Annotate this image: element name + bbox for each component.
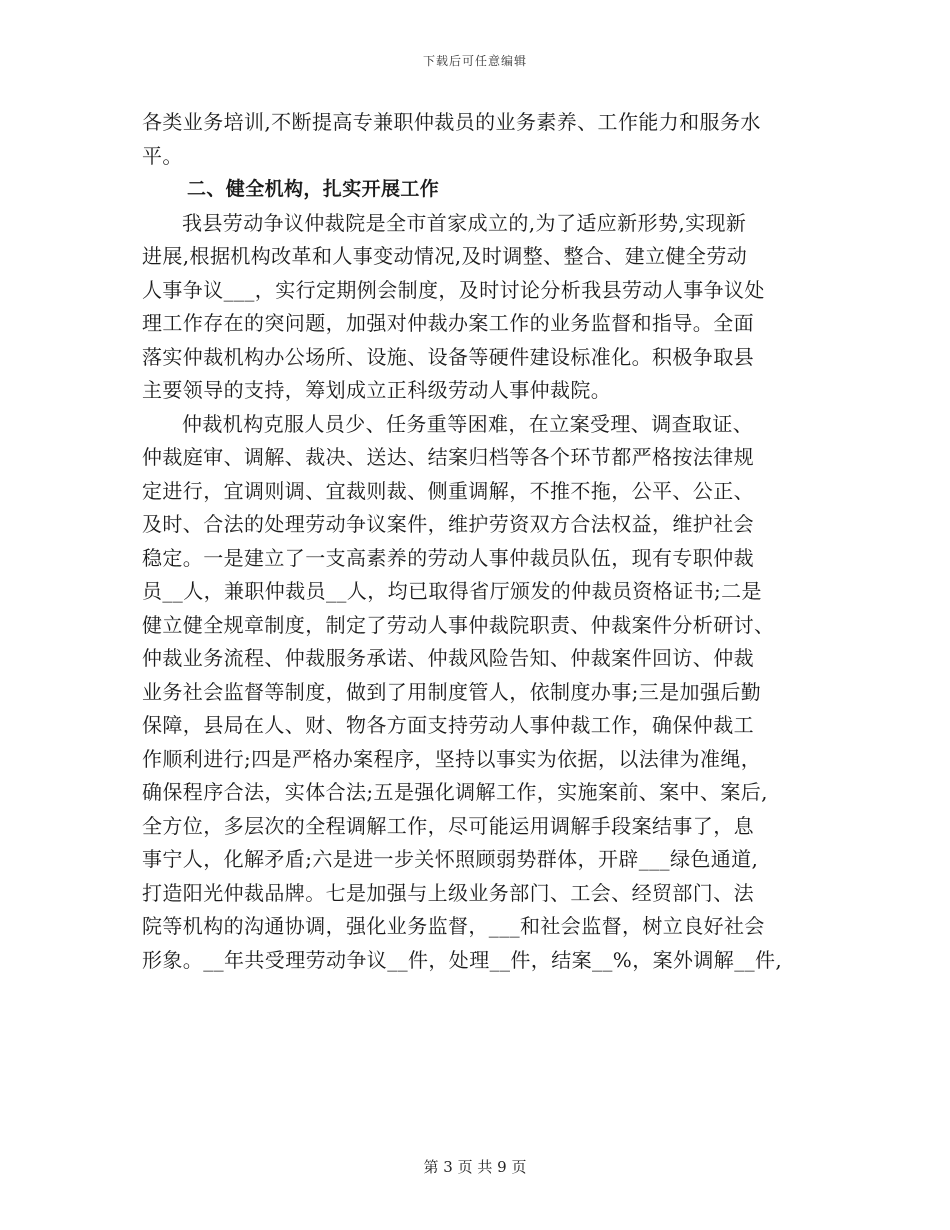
text-line: 平。	[142, 143, 183, 168]
text-line: 进展,根据机构改革和人事变动情况,及时调整、整合、建立健全劳动	[142, 244, 748, 268]
text-line: 确保程序合法，实体合法;五是强化调解工作，实施案前、案中、案后,	[142, 780, 768, 804]
text-line: 主要领导的支持，筹划成立正科级劳动人事仲裁院。	[142, 378, 612, 402]
text-line: 仲裁业务流程、仲裁服务承诺、仲裁风险告知、仲裁案件回访、仲裁	[142, 646, 754, 670]
text-line: 各类业务培训,不断提高专兼职仲裁员的业务素养、工作能力和服务水	[142, 110, 761, 134]
text-line: 院等机构的沟通协调，强化业务监督，___和社会监督，树立良好社会	[142, 914, 765, 938]
document-body	[142, 106, 810, 977]
text-line: 落实仲裁机构办公场所、设施、设备等硬件建设标准化。积极争取县	[142, 344, 754, 369]
text-line: 稳定。一是建立了一支高素养的劳动人事仲裁员队伍，现有专职仲裁	[142, 545, 754, 570]
text-line: 形象。__年共受理劳动争议__件，处理__件，结案__%，案外调解__件,	[142, 947, 783, 972]
text-line: 仲裁机构克服人员少、任务重等困难，在立案受理、调查取证、	[182, 411, 754, 436]
text-line: 事宁人，化解矛盾;六是进一步关怀照顾弱势群体，开辟___绿色通道,	[142, 847, 759, 871]
text-line: 作顺利进行;四是严格办案程序，坚持以事实为依据，以法律为准绳，	[142, 746, 762, 771]
text-line: 仲裁庭审、调解、裁决、送达、结案归档等各个环节都严格按法律规	[142, 445, 754, 469]
text-line: 打造阳光仲裁品牌。七是加强与上级业务部门、工会、经贸部门、法	[142, 880, 754, 905]
text-line: 健立健全规章制度，制定了劳动人事仲裁院职责、仲裁案件分析研讨、	[142, 612, 775, 637]
page-header: 下载后可任意编辑	[422, 54, 527, 68]
text-line: 定进行，宜调则调、宜裁则裁、侧重调解，不推不拖，公平、公正、	[142, 478, 754, 503]
text-line: 我县劳动争议仲裁院是全市首家成立的,为了适应新形势,实现新	[182, 210, 747, 235]
page-footer: 第 3 页 共 9 页	[423, 1158, 527, 1176]
text-line: 业务社会监督等制度，做到了用制度管人，依制度办事;三是加强后勤	[142, 679, 762, 704]
text-line: 理工作存在的突问题，加强对仲裁办案工作的业务监督和指导。全面	[142, 311, 754, 335]
text-line: 员__人，兼职仲裁员__人，均已取得省厅颁发的仲裁员资格证书;二是	[142, 579, 762, 603]
text-line: 及时、合法的处理劳动争议案件，维护劳资双方合法权益，维护社会	[142, 512, 754, 536]
section-heading: 二、健全机构，扎实开展工作	[187, 178, 440, 200]
text-line: 保障，县局在人、财、物各方面支持劳动人事仲裁工作，确保仲裁工	[142, 713, 754, 737]
text-line: 人事争议___，实行定期例会制度，及时讨论分析我县劳动人事争议处	[142, 277, 765, 302]
text-line: 全方位，多层次的全程调解工作，尽可能运用调解手段案结事了，息	[142, 813, 754, 838]
